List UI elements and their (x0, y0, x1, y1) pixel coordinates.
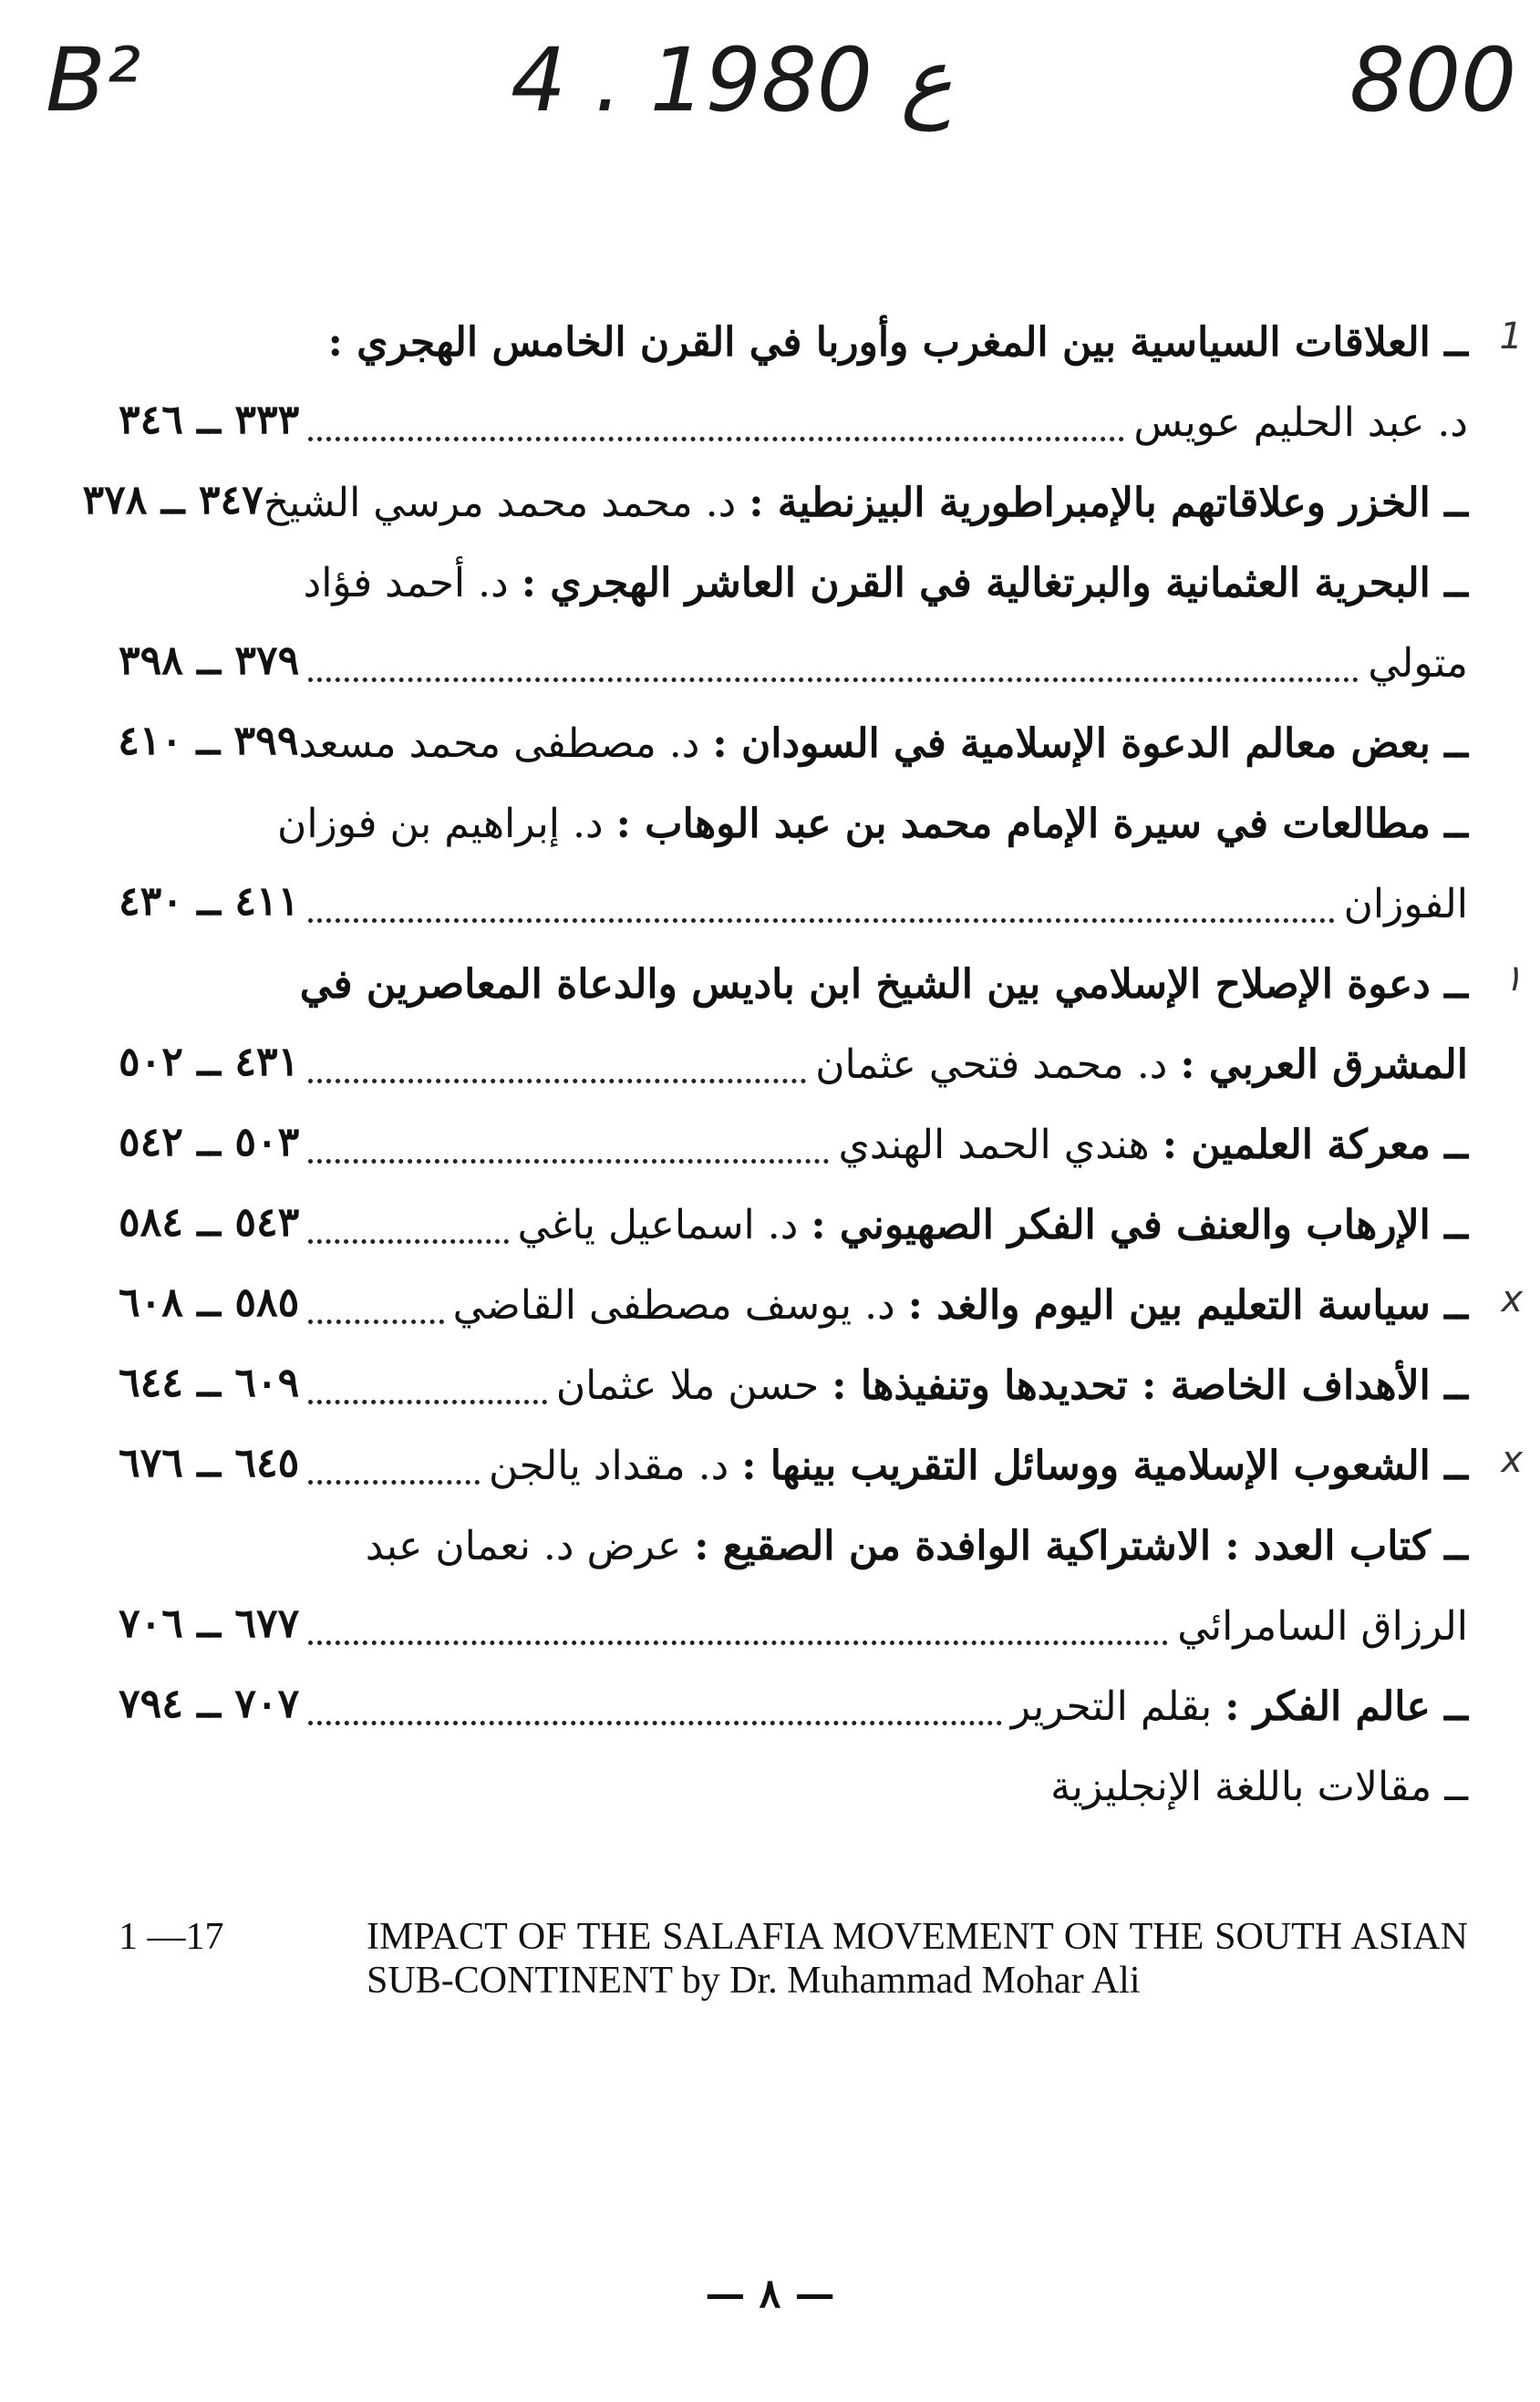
toc-entry-author: متولي (1368, 640, 1468, 687)
toc-entry-text (488, 1443, 1468, 1496)
toc-entry-author: د. عبد الحليم عويس (1133, 399, 1468, 446)
toc-entry-title: ــ الشعوب الإسلامية ووسائل التقريب بينها : (741, 1443, 1468, 1489)
page-number: — ٨ — (705, 2271, 835, 2317)
toc-entry-author: بقلم التحرير (1010, 1683, 1213, 1730)
toc-entry-pages: ٤٣١ ــ ٥٠٢ (119, 1039, 300, 1085)
dot-leader (308, 1159, 829, 1164)
handwritten-number-annotation: 800 (1349, 29, 1517, 131)
toc-entry (119, 1576, 1468, 1656)
toc-entry-title: ــ بعض معالم الدعوة الإسلامية في السودان : (712, 720, 1468, 767)
toc-entry-pages: ٤١١ ــ ٤٣٠ (119, 878, 300, 925)
toc-entry (119, 934, 1523, 1014)
toc-entry-text (1368, 640, 1468, 693)
toc-entry-author: د. أحمد فؤاد (303, 560, 509, 606)
toc-entry (119, 1255, 1523, 1335)
toc-entry-author: د. محمد فتحي عثمان (815, 1041, 1168, 1088)
toc-entry (119, 1014, 1468, 1094)
toc-entry (119, 1335, 1468, 1415)
toc-entry-text (263, 480, 1468, 533)
dot-leader (308, 1079, 806, 1083)
toc-entry-text (1343, 881, 1468, 934)
toc-entry (119, 1656, 1468, 1736)
toc-entry-pages: ٦٧٧ ــ ٧٠٦ (119, 1600, 300, 1647)
margin-mark: x (1501, 1279, 1523, 1320)
toc-entry (82, 452, 1468, 533)
toc-entry-title: ــ دعوة الإصلاح الإسلامي بين الشيخ ابن باديس والدعاة المعاصرين في (299, 961, 1468, 1008)
toc-entry-title: ــ عالم الفكر : (1225, 1683, 1468, 1730)
toc-entry-text (303, 560, 1468, 613)
toc-entry-title: ــ سياسة التعليم بين اليوم والغد : (907, 1282, 1468, 1329)
toc-entry-text (555, 1362, 1468, 1415)
toc-entry (119, 693, 1468, 773)
dot-leader (308, 1400, 547, 1404)
table-of-contents (82, 292, 1523, 1817)
toc-entry-text (299, 961, 1468, 1014)
english-article-pages: 1 —17 (119, 1916, 224, 1958)
toc-entry-author: الفوزان (1343, 881, 1468, 927)
toc-entry-pages: ٣٧٩ ــ ٣٩٨ (119, 637, 300, 684)
toc-entry-text (517, 1202, 1468, 1255)
handwritten-annotation-left: B² (46, 29, 141, 131)
toc-entry-title: ــ البحرية العثمانية والبرتغالية في القرن العاشر الهجري : (521, 560, 1468, 606)
toc-entry-author: د. إبراهيم بن فوزان (277, 801, 604, 847)
toc-entry-pages: ٦٤٥ ــ ٦٧٦ (119, 1440, 300, 1486)
toc-entry-pages: ٥٨٥ ــ ٦٠٨ (119, 1279, 300, 1326)
toc-entry-title: ــ العلاقات السياسية بين المغرب وأوربا في القرن الخامس الهجري : (327, 319, 1468, 366)
toc-entry-pages: ٣٤٧ ــ ٣٧٨ (82, 477, 264, 523)
toc-entry-title: ــ الأهداف الخاصة : تحديدها وتنفيذها : (832, 1362, 1468, 1409)
toc-entry-pages: ٣٩٩ ــ ٤١٠ (118, 718, 299, 764)
dot-leader (308, 1480, 480, 1485)
margin-mark: ١ (1503, 958, 1523, 999)
toc-entry-pages: ٦٠٩ ــ ٦٤٤ (119, 1360, 300, 1406)
toc-entry-text (1050, 1764, 1468, 1817)
toc-entry (119, 854, 1468, 934)
toc-entry-title: ــ الإرهاب والعنف في الفكر الصهيوني : (811, 1202, 1468, 1248)
toc-entry (119, 372, 1468, 452)
toc-entry-author: الرزاق السامرائي (1177, 1603, 1468, 1650)
dot-leader (308, 1721, 1002, 1725)
dot-leader (308, 1239, 508, 1244)
margin-mark: 1 (1499, 316, 1523, 357)
toc-entry-text (365, 1523, 1468, 1576)
toc-entry-title: ــ معركة العلمين : (1162, 1122, 1468, 1168)
toc-entry-text (298, 720, 1468, 773)
toc-entry-author: عرض د. نعمان عبد (365, 1523, 682, 1569)
toc-entry (119, 1496, 1468, 1576)
margin-mark: x (1501, 1439, 1523, 1481)
toc-entry-text (838, 1122, 1468, 1175)
toc-entry-title: المشرق العربي : (1180, 1041, 1468, 1088)
toc-entry-author: حسن ملا عثمان (555, 1362, 820, 1409)
toc-entry (119, 1736, 1468, 1817)
toc-entry (119, 533, 1468, 613)
dot-leader (308, 678, 1359, 682)
dot-leader (308, 1641, 1168, 1645)
toc-entry-text (1133, 399, 1468, 452)
toc-entry (119, 1415, 1523, 1496)
toc-entry (119, 613, 1468, 693)
toc-entry-text (815, 1041, 1468, 1094)
toc-entry-pages: ٥٠٣ ــ ٥٤٢ (119, 1119, 300, 1165)
toc-entry-author: ــ مقالات باللغة الإنجليزية (1050, 1764, 1468, 1810)
toc-entry-author: د. محمد محمد مرسي الشيخ (263, 480, 737, 526)
toc-entry-title: ــ الخزر وعلاقاتهم بالإمبراطورية البيزنطية : (749, 480, 1468, 526)
toc-entry (119, 292, 1523, 372)
toc-entry-text (1010, 1683, 1468, 1736)
toc-entry-title: ــ مطالعات في سيرة الإمام محمد بن عبد الوهاب : (615, 801, 1468, 847)
handwritten-date-annotation: 4 . ع 1980 (511, 29, 953, 131)
toc-entry-text (277, 801, 1468, 854)
toc-entry-author: د. اسماعيل ياغي (517, 1202, 799, 1248)
dot-leader (308, 437, 1124, 441)
english-article-title: IMPACT OF THE SALAFIA MOVEMENT ON THE SOUTH ASIAN SUB-CONTINENT by Dr. Muhammad Mohar Ali (367, 1916, 1468, 2002)
toc-entry (119, 1175, 1468, 1255)
toc-entry (119, 1094, 1468, 1175)
toc-entry-author: د. مقداد يالجن (488, 1443, 729, 1489)
toc-entry-author: د. يوسف مصطفى القاضي (452, 1282, 895, 1329)
toc-entry (119, 773, 1468, 854)
toc-entry-author: د. مصطفى محمد مسعد (298, 720, 700, 767)
toc-entry-text (327, 319, 1468, 372)
toc-entry-title: ــ كتاب العدد : الاشتراكية الوافدة من الصقيع : (694, 1523, 1468, 1569)
toc-entry-pages: ٥٤٣ ــ ٥٨٤ (119, 1199, 300, 1246)
toc-entry-pages: ٧٠٧ ــ ٧٩٤ (119, 1681, 300, 1727)
toc-entry-text (1177, 1603, 1468, 1656)
dot-leader (308, 918, 1334, 923)
dot-leader (308, 1320, 443, 1324)
toc-entry-author: هندي الحمد الهندي (838, 1122, 1150, 1168)
toc-entry-text (452, 1282, 1468, 1335)
toc-entry-pages: ٣٣٣ ــ ٣٤٦ (119, 397, 300, 443)
